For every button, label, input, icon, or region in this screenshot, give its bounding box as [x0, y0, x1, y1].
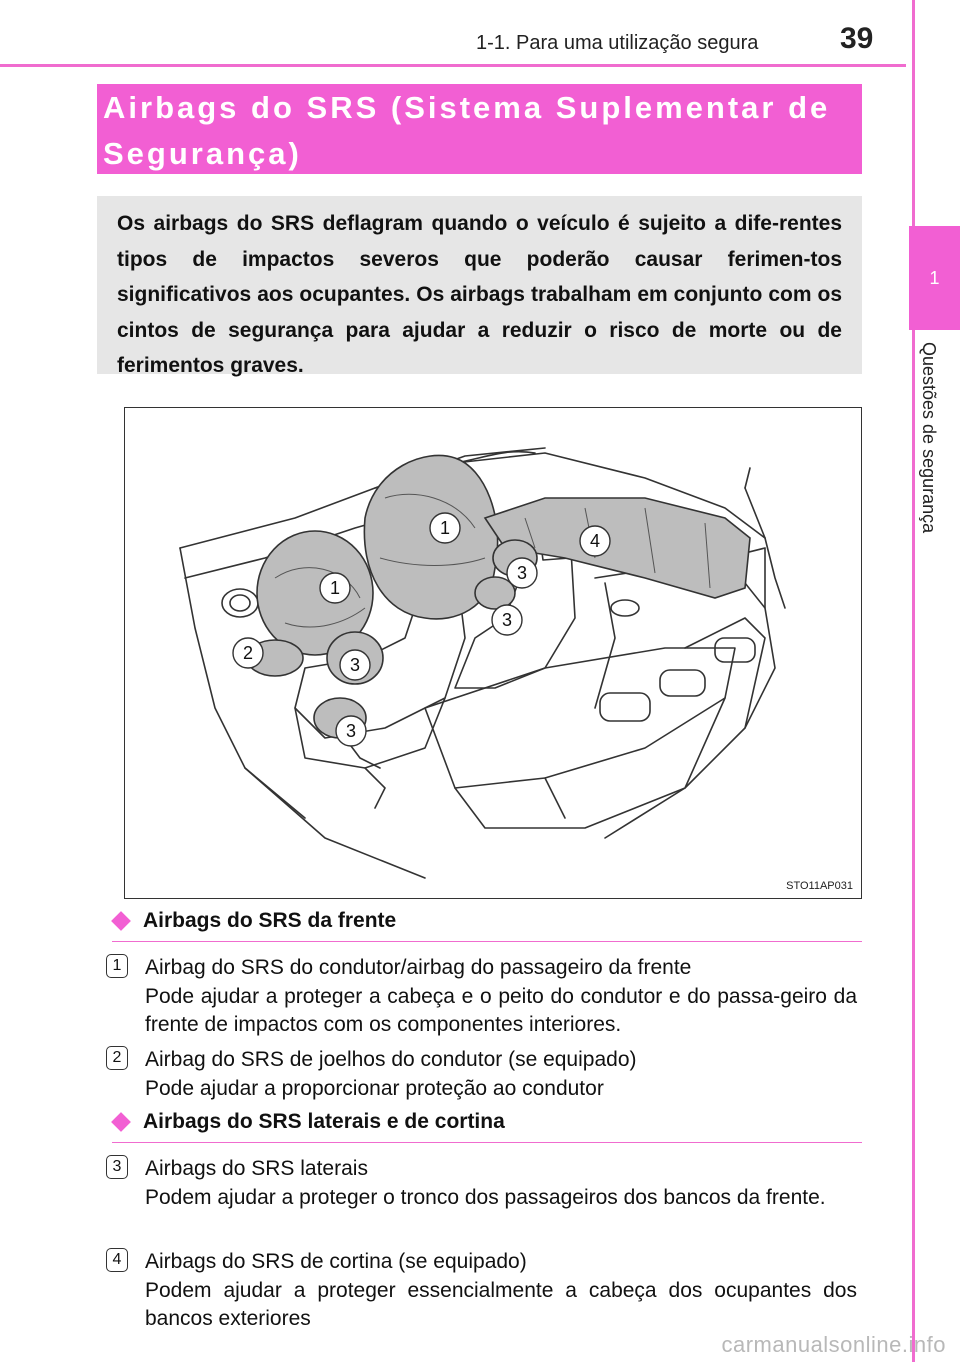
subhead-side-curtain-airbags — [112, 1110, 505, 1134]
diamond-bullet-icon — [111, 1112, 131, 1132]
callout-3a — [507, 558, 537, 588]
subhead-rule — [112, 1142, 862, 1143]
list-item — [145, 1155, 857, 1212]
svg-text:2: 2 — [242, 643, 254, 663]
chapter-label — [904, 338, 960, 578]
item-description: Pode ajudar a proporcionar proteção ao condutor — [145, 1076, 604, 1100]
header-rule — [0, 64, 906, 67]
item-description: Pode ajudar a proteger a cabeça e o peito do condutor e do passa-geiro da frente de impactos com os componentes interiores. — [145, 984, 857, 1036]
subhead-rule — [112, 941, 862, 942]
svg-text:4: 4 — [589, 531, 601, 551]
chapter-number: 1 — [929, 267, 940, 288]
svg-text:1: 1 — [439, 518, 451, 538]
section-title-line1: Airbags do SRS (Sistema Suplementar de — [103, 90, 831, 125]
callout-3d — [336, 716, 366, 746]
item-title: Airbags do SRS laterais — [145, 1157, 368, 1180]
svg-text:3: 3 — [516, 563, 528, 583]
watermark: carmanualsonline.info — [721, 1332, 946, 1357]
diamond-bullet-icon — [111, 911, 131, 931]
chapter-title: Questões de segurança — [919, 342, 939, 534]
airbag-illustration — [124, 407, 862, 899]
item-title: Airbag do SRS do condutor/airbag do passageiro da frente — [145, 956, 692, 979]
callout-1b — [430, 513, 460, 543]
callout-4 — [580, 526, 610, 556]
callout-3b — [492, 605, 522, 635]
section-title-line2: Segurança) — [103, 136, 302, 171]
callout-2 — [233, 638, 263, 668]
side-tab-strip — [912, 0, 960, 1362]
list-item — [145, 1248, 857, 1334]
item-description: Podem ajudar a proteger essencialmente a cabeça dos ocupantes dos bancos exteriores — [145, 1278, 857, 1330]
callout-1a — [320, 573, 350, 603]
intro-box: Os airbags do SRS deflagram quando o veículo é sujeito a dife-rentes tipos de impactos severos que poderão causar ferimen-tos significativos aos ocupantes. Os airbags trabalham em conjunto com os cintos de segurança para ajudar a reduzir o risco de morte ou de ferimentos graves. — [97, 196, 862, 374]
svg-text:3: 3 — [349, 655, 361, 675]
svg-text:1: 1 — [329, 578, 341, 598]
item-description: Podem ajudar a proteger o tronco dos passageiros dos bancos da frente. — [145, 1185, 826, 1209]
list-item — [145, 954, 857, 1040]
svg-text:3: 3 — [501, 610, 513, 630]
subhead-text: Airbags do SRS laterais e de cortina — [143, 1110, 505, 1133]
item-number-badge: 4 — [106, 1248, 128, 1272]
item-title: Airbags do SRS de cortina (se equipado) — [145, 1250, 527, 1273]
page-number: 39 — [840, 22, 874, 55]
list-item — [145, 1046, 857, 1103]
item-number-badge: 3 — [106, 1155, 128, 1179]
item-number-badge: 1 — [106, 954, 128, 978]
item-number-badge: 2 — [106, 1046, 128, 1070]
callout-3c — [340, 650, 370, 680]
item-title: Airbag do SRS de joelhos do condutor (se equipado) — [145, 1048, 637, 1071]
figure-code: STO11AP031 — [786, 880, 853, 892]
chapter-tab[interactable] — [909, 226, 960, 330]
subhead-text: Airbags do SRS da frente — [143, 909, 397, 932]
car-interior-drawing — [125, 408, 861, 898]
section-title — [97, 84, 862, 174]
subhead-front-airbags — [112, 909, 396, 933]
running-header: 1-1. Para uma utilização segura — [476, 32, 759, 54]
svg-text:3: 3 — [345, 721, 357, 741]
